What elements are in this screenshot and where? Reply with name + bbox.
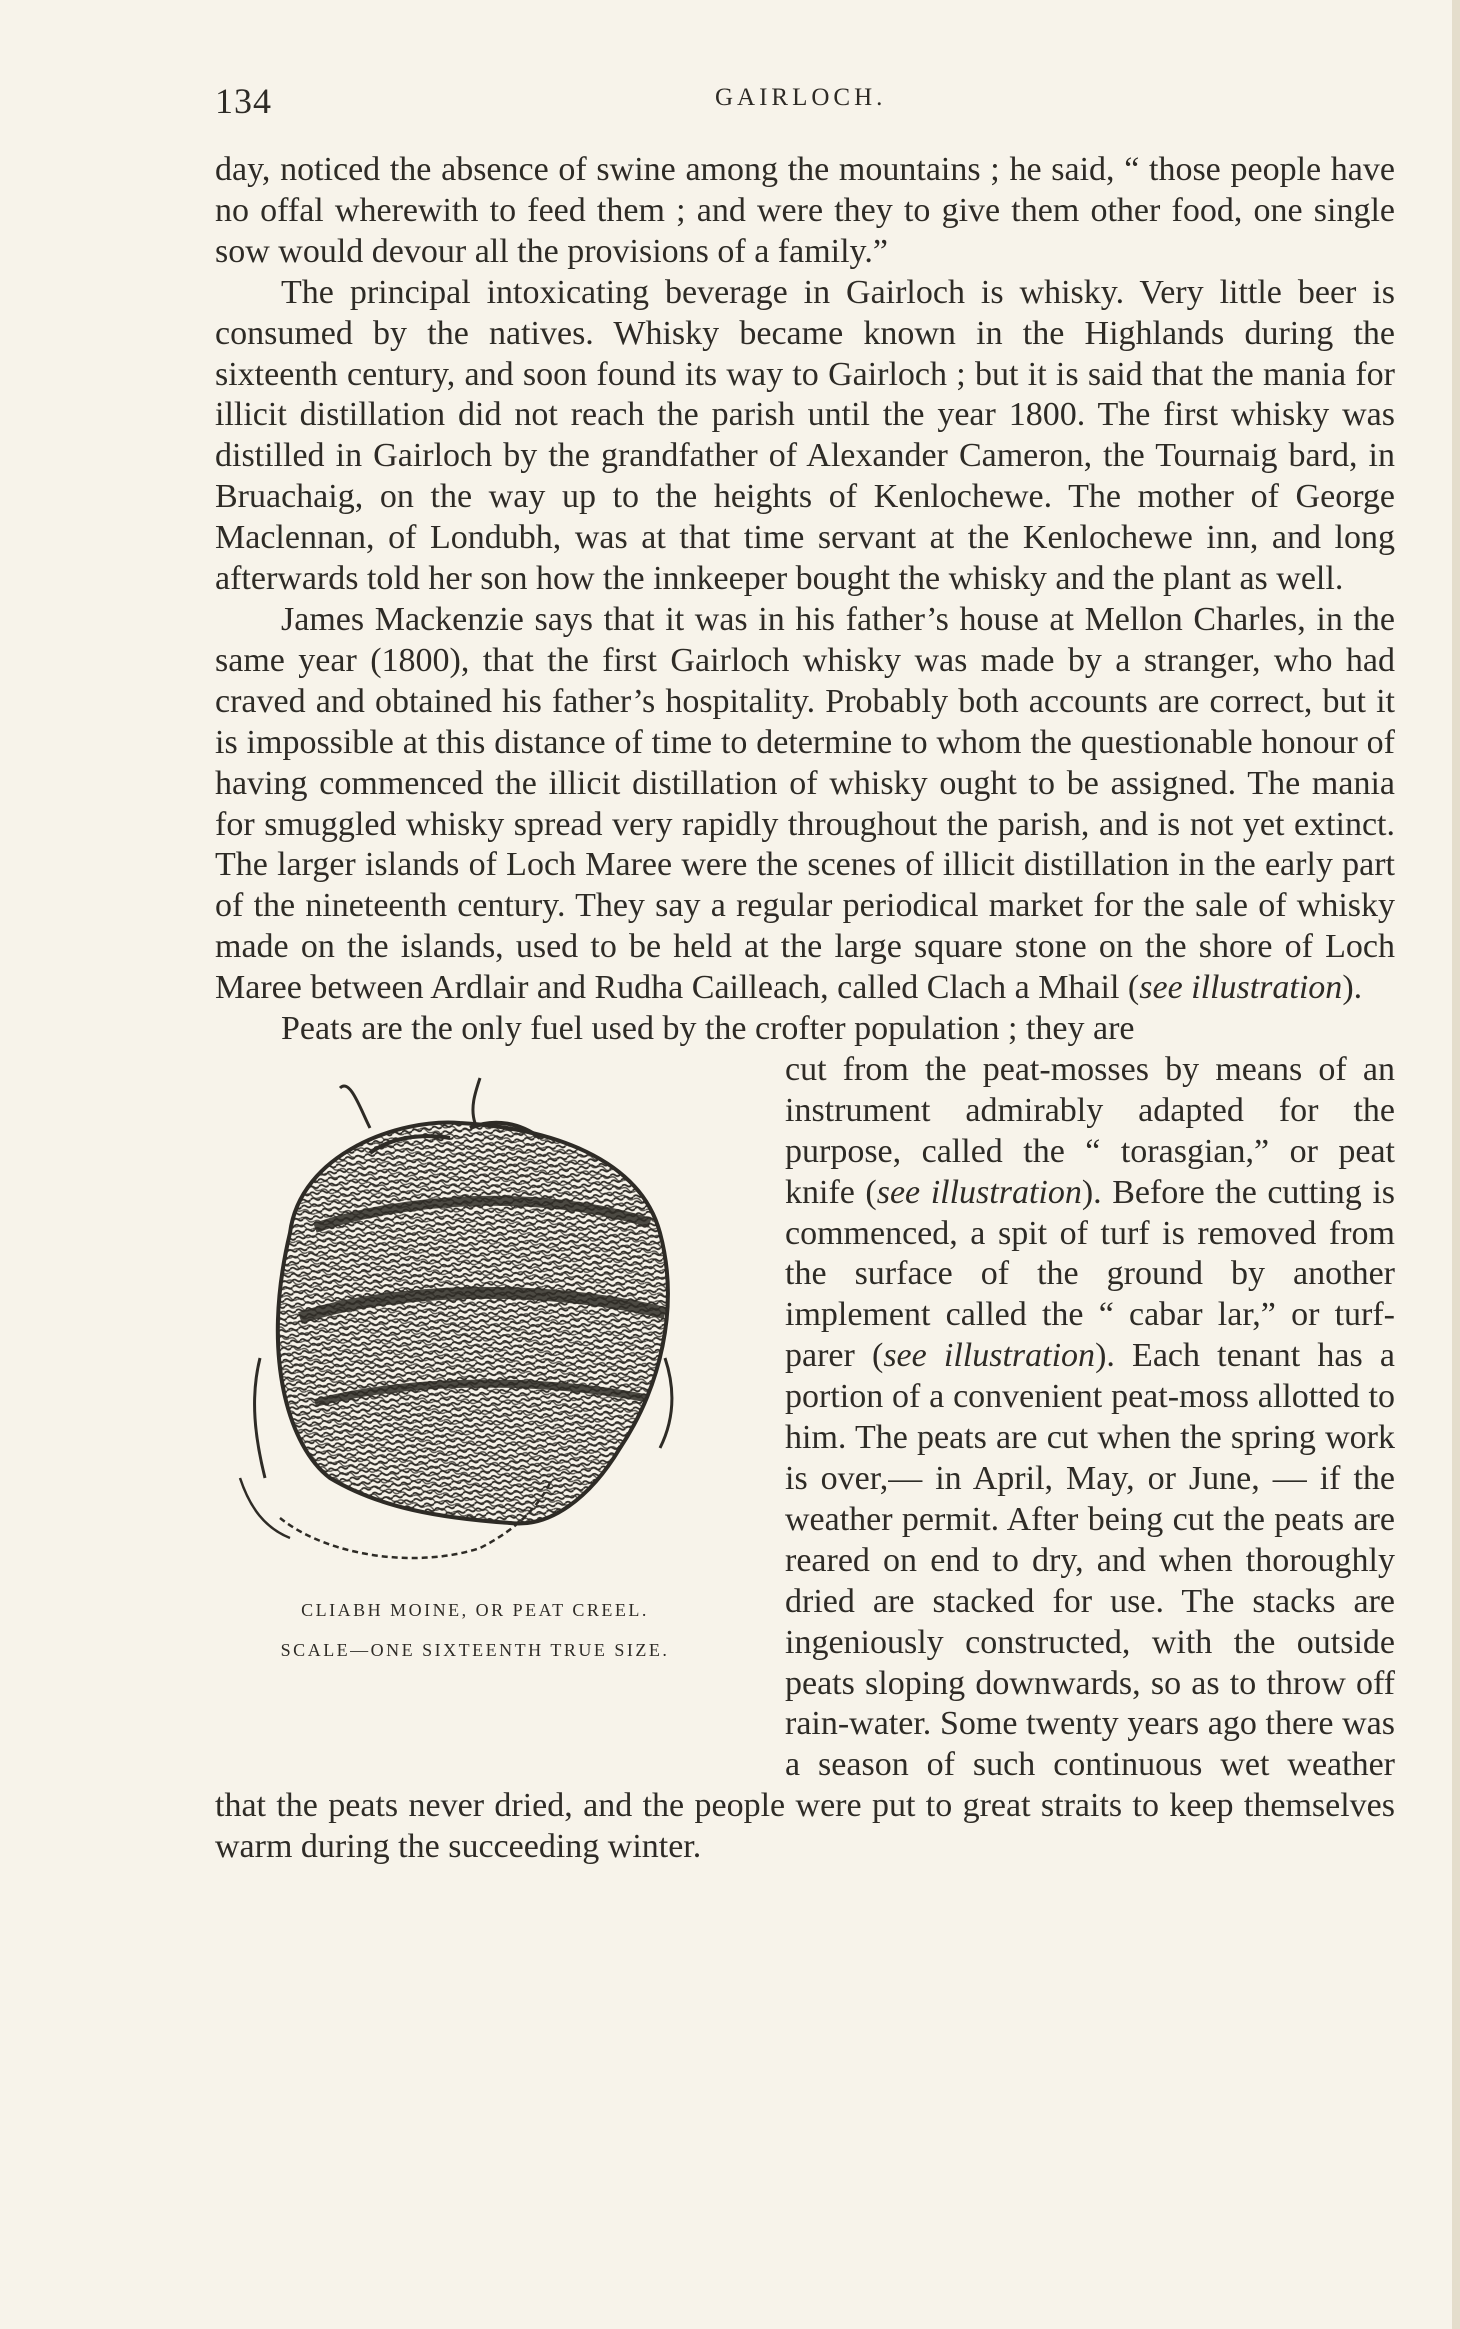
paragraph-whisky-history-text: The principal intoxicating beverage in Gairloch is whisky. Very little beer is consumed by the natives. Whisky became known in the Highlands during the sixteenth century, and soon found its way to Gairloch ; but it is said that the mania for illicit distillation did not reach the parish until the year 1800. The first whisky was distilled in Gairloch by the grandfather of Alexander Cameron, the Tournaig bard, in Bruachaig, on the way up to the heights of Kenlochewe. The mother of George Maclennan, of Londubh, was at that time servant at the Kenlochewe inn, and long afterwards told her son how the innkeeper bought the whisky and the plant as well. xyxy=(215,273,1395,598)
page-header xyxy=(215,80,1390,120)
see-illustration-ref: see illustration xyxy=(1139,969,1343,1007)
paragraph-peats-first-line xyxy=(215,1009,1395,1050)
paragraph-peats-text-a: cut from the peat-mosses by means of an instrument admirably adapted for the purpose, called the “ torasgian,” or peat knife ( xyxy=(785,1050,1395,1211)
paragraph-mellon-charles-end: ). xyxy=(1342,969,1363,1007)
see-illustration-ref: see illustration xyxy=(876,1173,1082,1211)
figure-scale-note: SCALE—ONE SIXTEENTH TRUE SIZE. xyxy=(280,1639,670,1660)
paragraph-mellon-charles xyxy=(215,600,1395,1009)
running-head: GAIRLOCH. xyxy=(715,84,887,111)
paragraph-mellon-charles-text: James Mackenzie says that it was in his father’s house at Mellon Charles, in the same year (1800), that the first Gairloch whisky was made by a stranger, who had craved and obtained his father’s hospitality. Probably both accounts are correct, but it is impossible at this distance of time to determine to whom the questionable honour of having commenced the illicit distillation of whisky ought to be assigned. The mania for smuggled whisky spread very rapidly throughout the parish, and is not yet extinct. The larger islands of Loch Maree were the scenes of illicit distillation in the early part of the nineteenth century. They say a regular periodical market for the sale of whisky made on the islands, used to be held at the large square stone on the shore of Loch Maree between Ardlair and Rudha Cailleach, called Clach a Mhail ( xyxy=(215,600,1395,1007)
peat-creel-illustration xyxy=(220,1058,720,1578)
peat-creel-figure xyxy=(215,1058,745,1758)
paragraph-whisky-history xyxy=(215,273,1395,600)
paragraph-peats-text-c: ). Each tenant has a portion of a convenient peat-moss allotted to him. The peats are cut when the spring work is over,— in April, May, or June, — if the weather permit. After being cut the peats are reared on end to dry, and when thoroughly dried are stacked for use. The stacks are ingeniously constructed, with the outside peats sloping downwards, so as to throw off rain-water. Some twenty years ago there was a season of such continuous wet weather that the peats never dried, and the people were put to great straits to keep themselves warm during the succeeding winter. xyxy=(215,1337,1395,1866)
body-text xyxy=(215,150,1395,1868)
page-number: 134 xyxy=(215,81,272,121)
paragraph-swine xyxy=(215,150,1395,273)
paragraph-peats-first-line-text: Peats are the only fuel used by the crofter population ; they are xyxy=(281,1010,1135,1048)
see-illustration-ref: see illustration xyxy=(883,1337,1096,1375)
paragraph-swine-text: day, noticed the absence of swine among the mountains ; he said, “ those people have no offal wherewith to feed them ; and were they to give them other food, one single sow would devour all the provisions of a family.” xyxy=(215,151,1395,270)
page-edge xyxy=(1452,0,1460,2329)
paragraph-peats-text-b: ). Before the cutting is commenced, a spit of turf is removed from the surface of the ground by another implement called the “ cabar lar,” or turf-parer ( xyxy=(785,1173,1395,1375)
figure-caption: CLIABH MOINE, OR PEAT CREEL. xyxy=(301,1599,649,1620)
